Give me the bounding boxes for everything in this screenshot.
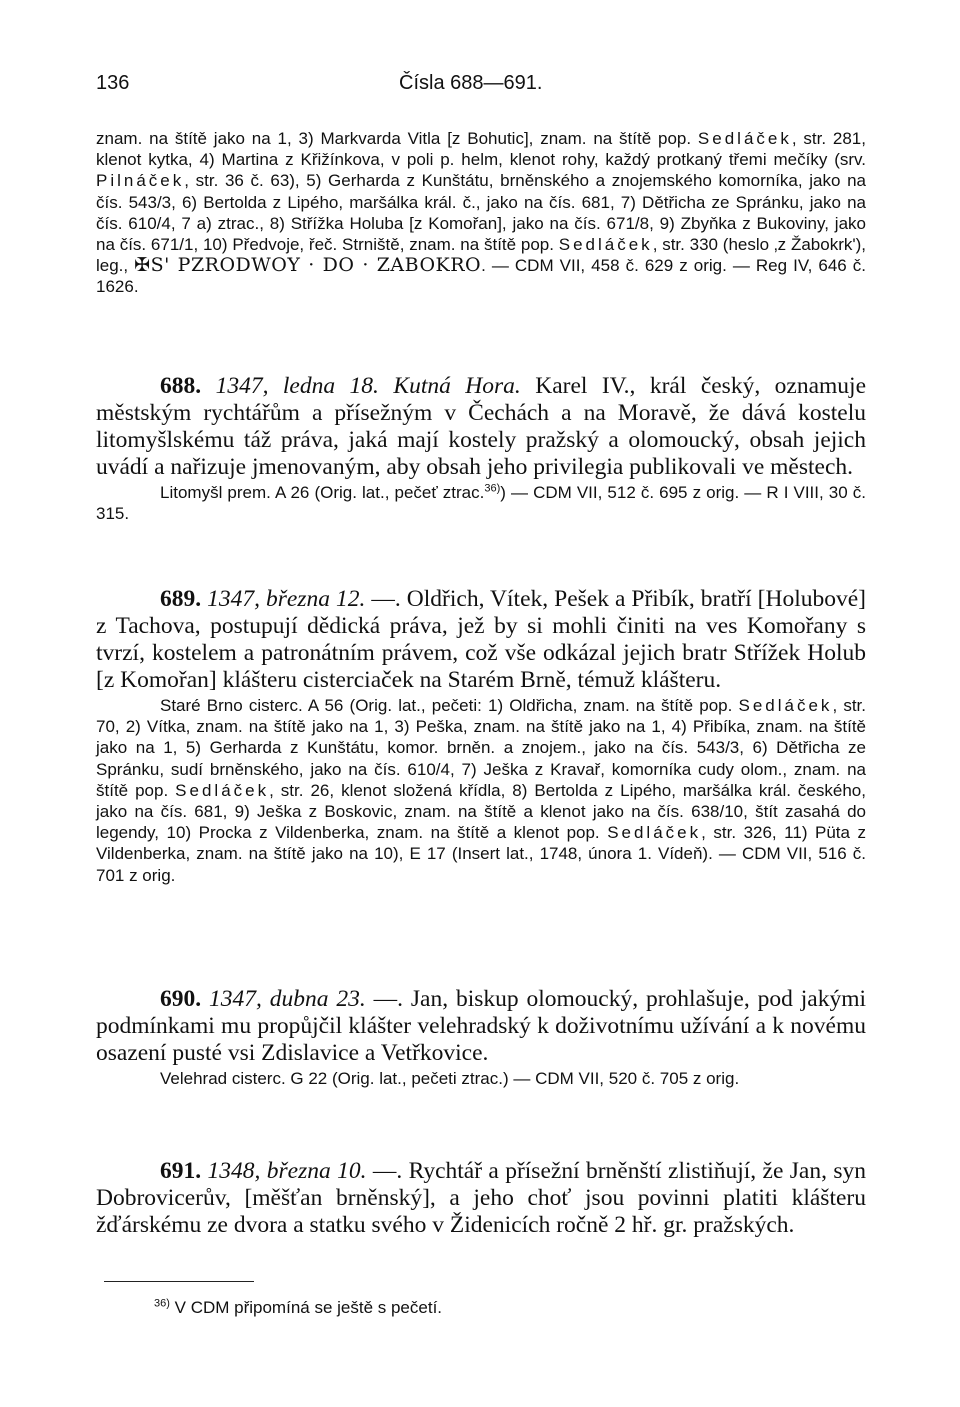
text-segment: , str. 281, klenot kytka, 4) Martina z Křižínkova, v poli p. helm, klenot rohy, každý protkaný třemi mečíky (srv. [96, 129, 866, 170]
entry-regest [96, 373, 866, 481]
entry-number: 690. [160, 986, 202, 1012]
author-name: Pilnáček [96, 171, 185, 191]
entry-text: —. Rychtář a přísežní brněnští zlistiňují, že Jan, syn Dobrovicerův, [měšťan brněnský], a jeho choť jsou povinni platiti klášteru žďárskému ze dvora a statku svého v Židenicích ročně 2 hř. gr. pražských. [96, 1158, 866, 1238]
entry-text: Karel IV., král český, oznamuje městským rychtářům a přísežným v Čechách a na Moravě, že dává kostelu litomyšlskému táž práva, jaká mají kostely pražský a olomoucký, obsah jejich uvádí a nařizuje jmenovaným, aby obsah jeho privilegia publikovali ve městech. [96, 373, 867, 480]
entry-date: 1347, ledna 18. [215, 373, 379, 399]
entry-date: 1347, dubna 23. [209, 986, 366, 1012]
entry-regest [96, 586, 866, 694]
entry-place: Kutná Hora. [393, 373, 521, 399]
entry-689 [96, 586, 866, 886]
text-segment: . — CDM VII, 458 č. 629 z orig. — Reg IV, 646 č. 1626. [96, 256, 866, 297]
footnote-text: V CDM připomíná se ještě s pečetí. [169, 1298, 443, 1317]
sources-text: ) — CDM VII, 512 č. 695 z orig. — R I VIII, 30 č. 315. [96, 483, 866, 524]
entry-regest [96, 986, 866, 1067]
running-title: Čísla 688—691. [399, 72, 543, 94]
entry-text: —. Jan, biskup olomoucký, prohlašuje, pod jakými podmínkami mu propůjčil klášter velehradský k doživotnímu užívání a k novému osazení pusté vsi Zdislavice a Vetřkovice. [96, 986, 866, 1066]
entry-688 [96, 373, 866, 524]
text-segment: , str. 330 (heslo ‚z Žabokrk'), leg., [96, 235, 866, 276]
entry-number: 691. [160, 1158, 202, 1184]
entry-date: 1347, března 12. [207, 586, 366, 612]
continued-seal-list [96, 128, 866, 298]
entry-sources: Velehrad cisterc. G 22 (Orig. lat., pečeti ztrac.) — CDM VII, 520 č. 705 z orig. [160, 1069, 740, 1088]
entry-date: 1348, března 10. [207, 1158, 367, 1184]
sources-text: Litomyšl prem. A 26 (Orig. lat., pečeť ztrac. [160, 483, 485, 502]
author-name: Sedláček [175, 780, 270, 800]
author-name: Sedláček [607, 823, 702, 843]
entry-691 [96, 1158, 866, 1239]
footnote [154, 1298, 854, 1318]
author-name: Sedláček [558, 235, 653, 255]
entry-regest [96, 1158, 866, 1239]
entry-690 [96, 986, 866, 1089]
text-segment: znam. na štítě jako na 1, 3) Markvarda Vitla [z Bohutic], znam. na štítě pop. [96, 129, 698, 148]
entry-text: —. Oldřich, Vítek, Pešek a Přibík, bratří [Holubové] z Tachova, postupují dědická práva, jež by si mohli činiti na ves Komořany s tvrzí, kostelem a patronátním právem, což vše odkázal jejich bratr Střížek Holub [z Komořan] klášteru cisterciaček na Starém Brně, témuž klášteru. [96, 586, 866, 693]
sources-text: , str. 26, klenot složená křídla, 8) Bertolda z Lipého, maršálka král. českého, jako na čís. 681, 9) Ješka z Boskovic, znam. na štítě a klenot jako na čís. 638/10, štít zasahá do legendy, 10) Procka z Vildenberka, znam. na štítě a klenot pop. [96, 780, 866, 843]
author-name: Sedláček [697, 129, 792, 148]
sources-text: , str. 326, 11) Püta z Vildenberka, znam. na štítě jako na 10), E 17 (Insert lat., 1748, února 1. Vídeň). — CDM VII, 516 č. 701 z orig. [96, 823, 867, 885]
sources-text: , str. 70, 2) Vítka, znam. na štítě jako na 1, 3) Peška, znam. na štítě jako na 1, 4) Přibíka, znam. na štítě jako na 1, 5) Gerharda z Kunštátu, komor. brněn. a znojem., jako na čís. 543/3, 6) Dětřicha ze Spránku, sudí brněnského, jako na čís. 610/4, 7) Ješka z Kravař, komorníka cudy olom., znam. na štítě pop. [96, 696, 866, 800]
entry-sources [96, 695, 866, 886]
entry-number: 688. [160, 373, 202, 399]
author-name: Sedláček [738, 696, 833, 715]
seal-legend: ✠S' PZRODWOY · DO · ZABOKRO [134, 254, 482, 277]
footnote-ref: 36) [484, 482, 501, 495]
footnote-divider [104, 1281, 254, 1282]
footnote-mark: 36) [154, 1297, 170, 1310]
text-segment: , str. 36 č. 63), 5) Gerharda z Kunštátu, brněnského a znojemského komorníka, jako na čís. 543/3, 6) Bertolda z Lipého, maršálka král. č., jako na čís. 681, 7) Dětřicha ze Spránku, jako na čís. 610/4, 7 a) ztrac., 8) Střížka Holuba [z Komořan], jako na čís. 671/8, 9) Zbyňka z Bukoviny, jako na čís. 671/1, 10) Předvoje, řeč. Strniště, znam. na štítě pop. [96, 171, 866, 255]
entry-number: 689. [160, 586, 202, 612]
page-header [96, 72, 866, 102]
sources-text: Staré Brno cisterc. A 56 (Orig. lat., pečeti: 1) Oldřicha, znam. na štítě pop. [160, 696, 739, 715]
entry-sources [96, 482, 866, 524]
page-number: 136 [96, 72, 130, 94]
